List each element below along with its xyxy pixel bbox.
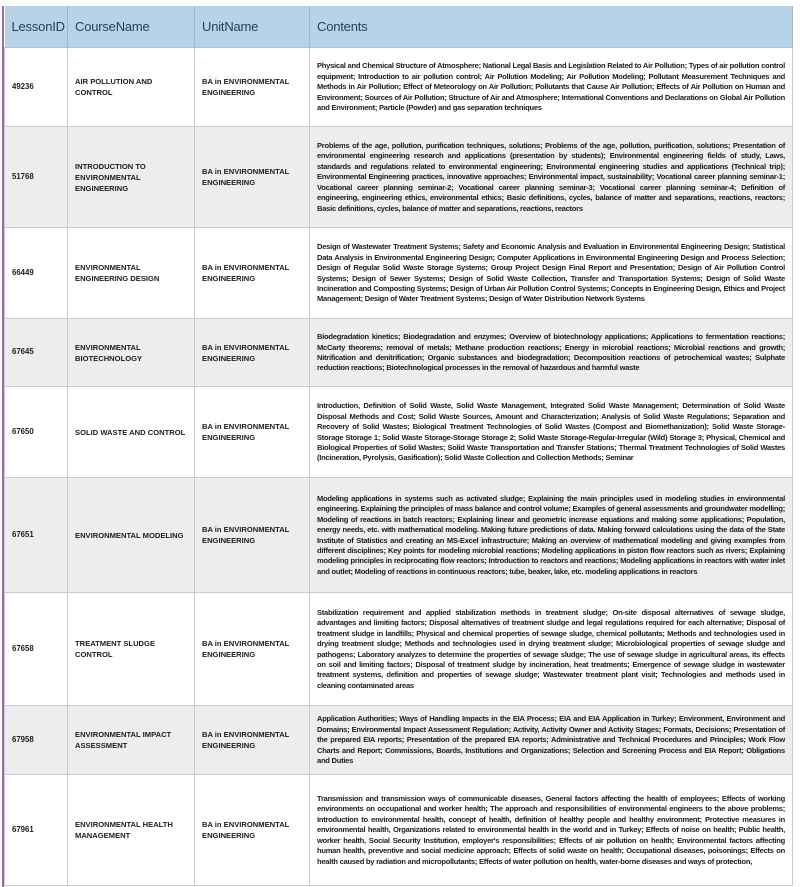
contents-cell: Modeling applications in systems such as activated sludge; Explaining the main principles used in modeling studies in environmental engineering. Explaining the principles of mass balance and control volume; Examples of general assessments and groundwater modelling; Modeling of reactions in batch reactors; Explaining linear and geometric increase equations and making some applications; Population, energy needs, etc. with mathematical modeling. Making future predictions of data. Making forward calculations using the data of the State Institute of Statistics and creating an MS-Excel infrastructure; Making an overview of mathematical modeling and giving examples from different disciplines; Key points for modeling microbial reactions; Modeling applications in piston flow reactors such as rivers; Explaining modeling principles in reciprocating flow reactors; Introduction to reactors and reactions; Modeling applications in reactors with water inlet and outlet; Modeling of reactions in continuous reactors; tube, beaker, lake, etc. modeling applications in reactors xyxy=(310,478,793,593)
table-header xyxy=(5,6,793,48)
lesson-id-cell: 67650 xyxy=(5,387,68,478)
contents-cell: Biodegradation kinetics; Biodegradation and enzymes; Overview of biotechnology applications; Applications to fermentation reactions; McCarty theorems; removal of metals; Methane production reactions; Energy in microbial reactions; Microbial reactions and growth; Nitrification and denitrification; Organic substances and biodegradation; Decomposition reactions of petrochemical wastes; Sulphate reduction reactions; Biotechnological processes in the removal of hazardous and harmful waste xyxy=(310,319,793,387)
unit-name-cell: BA in ENVIRONMENTAL ENGINEERING xyxy=(195,127,310,228)
unit-name-cell: BA in ENVIRONMENTAL ENGINEERING xyxy=(195,478,310,593)
course-name-cell: INTRODUCTION TO ENVIRONMENTAL ENGINEERING xyxy=(68,127,195,228)
unit-name-cell: BA in ENVIRONMENTAL ENGINEERING xyxy=(195,706,310,775)
contents-cell: Problems of the age, pollution, purification techniques, solutions; Problems of the age, pollution, purification, solutions; Presentation of environmental engineering research and applications (presentation by students); Environmental engineering fields of study, Laws, standards and regulations related to environmental engineering; Environmental engineering studies and applications (Technical trip); Environmental Engineering practices, innovative approaches; Environmental impact, sustainability; Vocational career planning seminar-1; Vocational career planning seminar-2; Vocational career planning seminar-3; Vocational career planning seminar-4; Definition of engineering, engineering ethics, environmental ethics; Basic definitions, cycles, balance of matter and separations, reactions, reactors; Basic definitions, cycles, balance of matter and separations, reactions, reactors xyxy=(310,127,793,228)
course-name-cell: ENVIRONMENTAL ENGINEERING DESIGN xyxy=(68,228,195,319)
course-name-cell: ENVIRONMENTAL IMPACT ASSESSMENT xyxy=(68,706,195,775)
unit-name-cell: BA in ENVIRONMENTAL ENGINEERING xyxy=(195,387,310,478)
course-name-cell: ENVIRONMENTAL MODELING xyxy=(68,478,195,593)
lesson-id-cell: 67958 xyxy=(5,706,68,775)
contents-cell: Introduction, Definition of Solid Waste, Solid Waste Management, Integrated Solid Waste Management; Determination of Solid Waste Disposal Methods and Cost; Solid Waste Sources, Amount and Characterization; Analysis of Solid Waste Regulations; Separation and Recovery of Solid Wastes; Biological Treatment Technologies of Solid Wastes (Compost and Biomethanization); Solid Waste Storage-Storage Storage 1; Solid Waste Storage-Storage Storage 2; Solid Waste Storage-Regular-Irregular (Wild) Storage 3; Physical, Chemical and Biological Properties of Solid Wastes; Solid Waste Transportation and Transfer Stations; Thermal Treatment Technologies of Solid Wastes (Incineration, Pyrolysis, Gasification); Solid Waste Collection and Collection Methods; Seminar xyxy=(310,387,793,478)
unit-name-cell: BA in ENVIRONMENTAL ENGINEERING xyxy=(195,593,310,706)
header-unit-name: UnitName xyxy=(195,6,310,48)
lesson-id-cell: 67645 xyxy=(5,319,68,387)
table-row xyxy=(5,706,793,775)
table-row xyxy=(5,593,793,706)
unit-name-cell: BA in ENVIRONMENTAL ENGINEERING xyxy=(195,319,310,387)
table-frame xyxy=(2,6,791,887)
lesson-id-cell: 67961 xyxy=(5,775,68,886)
unit-name-cell: BA in ENVIRONMENTAL ENGINEERING xyxy=(195,775,310,886)
table-body xyxy=(5,48,793,886)
header-lesson-id: LessonID xyxy=(5,6,68,48)
unit-name-cell: BA in ENVIRONMENTAL ENGINEERING xyxy=(195,228,310,319)
table-row xyxy=(5,775,793,886)
contents-cell: Physical and Chemical Structure of Atmosphere; National Legal Basis and Legislation Related to Air Pollution; Types of air pollution control equipment; Introduction to air pollution control; Air Pollution Modeling; Air Pollution Modeling; Pollutant Measurement Techniques and Methods in Air Pollution; Effect of Meteorology on Air Pollution; Pollutants that Cause Air Pollution; Effects of Air Pollution on Human and Environment; Sources of Air Pollution; Structure of Air and Atmosphere; International Conventions and Declarations on Global Air Pollution and Environment; Particle (Powder) and gas separation techniques xyxy=(310,48,793,127)
header-contents: Contents xyxy=(310,6,793,48)
header-course-name: CourseName xyxy=(68,6,195,48)
header-row xyxy=(5,6,793,48)
table-row xyxy=(5,48,793,127)
table-row xyxy=(5,319,793,387)
course-name-cell: TREATMENT SLUDGE CONTROL xyxy=(68,593,195,706)
table-row xyxy=(5,478,793,593)
unit-name-cell: BA in ENVIRONMENTAL ENGINEERING xyxy=(195,48,310,127)
course-name-cell: ENVIRONMENTAL HEALTH MANAGEMENT xyxy=(68,775,195,886)
lesson-id-cell: 49236 xyxy=(5,48,68,127)
course-name-cell: SOLID WASTE AND CONTROL xyxy=(68,387,195,478)
courses-table xyxy=(4,6,793,886)
contents-cell: Transmission and transmission ways of communicable diseases, General factors affecting the health of employees; Effects of working environments on occupational and worker health; The approach and responsibilities of environmental engineers to the above problems; Introduction to environmental health, concept of health, definition of healthy people and healthy environment; Protective measures in environmental health, Organizations related to environmental health in the world and in Turkey; Effects of noise on health; Public health, worker health, Social Security Institution, employer's responsibilities; Effects of air pollution on health; Environmental factors affecting human health, preventive and social medicine approach; Effects of solid waste on health; Occupational diseases, poisonings; Effects on health caused by radiation and micropollutants; Effects of water pollution on health, water-borne diseases and ways of protection, xyxy=(310,775,793,886)
lesson-id-cell: 66449 xyxy=(5,228,68,319)
lesson-id-cell: 51768 xyxy=(5,127,68,228)
contents-cell: Design of Wastewater Treatment Systems; Safety and Economic Analysis and Evaluation in Environmental Engineering Design; Statistical Data Analysis in Environmental Engineering Design; Computer Applications in Environmental Engineering Design and Process Selection; Design of Regular Solid Waste Storage Systems; Group Project Design Final Report and Presentation; Design of Air Pollution Control Systems; Design of Sewer Systems; Design of Solid Waste Collection, Transfer and Transportation Systems; Design of Solid Waste Incineration and Composting Systems; Design of Urban Air Pollution Control Systems; Concepts in Engineering Design, Ethics and Project Management; Design of Water Treatment Systems; Design of Water Distribution Network Systems xyxy=(310,228,793,319)
table-row xyxy=(5,127,793,228)
table-row xyxy=(5,228,793,319)
lesson-id-cell: 67651 xyxy=(5,478,68,593)
contents-cell: Stabilization requirement and applied stabilization methods in treatment sludge; On-site disposal alternatives of sewage sludge, advantages and limiting factors; Disposal alternatives of treatment sludge and legal regulations required for each alternative; Disposal of treatment sludge in landfills; Physical and chemical properties of sewage sludge, chemical pollutants; Methods and technologies used in drying treatment sludge; Methods and technologies used in drying treatment sludge; Microbiological properties of sewage sludge and pathogens; Laboratory analyzes to determine the properties of sewage sludge; The use of sewage sludge in agricultural areas, its effects on soil and limiting factors; Disposal of treatment sludge by incineration, heat treatments; Emergence of sewage sludge in wastewater treatment systems, definition and properties of sewage sludge; Wastewater treatment plant visit; Technologies and methods used in cleaning contaminated areas xyxy=(310,593,793,706)
course-name-cell: ENVIRONMENTAL BIOTECHNOLOGY xyxy=(68,319,195,387)
lesson-id-cell: 67658 xyxy=(5,593,68,706)
course-name-cell: AIR POLLUTION AND CONTROL xyxy=(68,48,195,127)
table-row xyxy=(5,387,793,478)
contents-cell: Application Authorities; Ways of Handling Impacts in the EIA Process; EIA and EIA Application in Turkey; Environment, Environment and Domains; Environmental Impact Assessment Regulation; Activity, Activity Owner and Activity Stages; Formats, Decisions; Presentation of the prepared EIA reports; Presentation of the prepared EIA reports; Administrative and Technical Procedures and Principles; Work Flow Charts and Report; Commissions, Boards, Institutions and Organizations; Selection and Screening Process and EIA Report; Obligations and Duties xyxy=(310,706,793,775)
